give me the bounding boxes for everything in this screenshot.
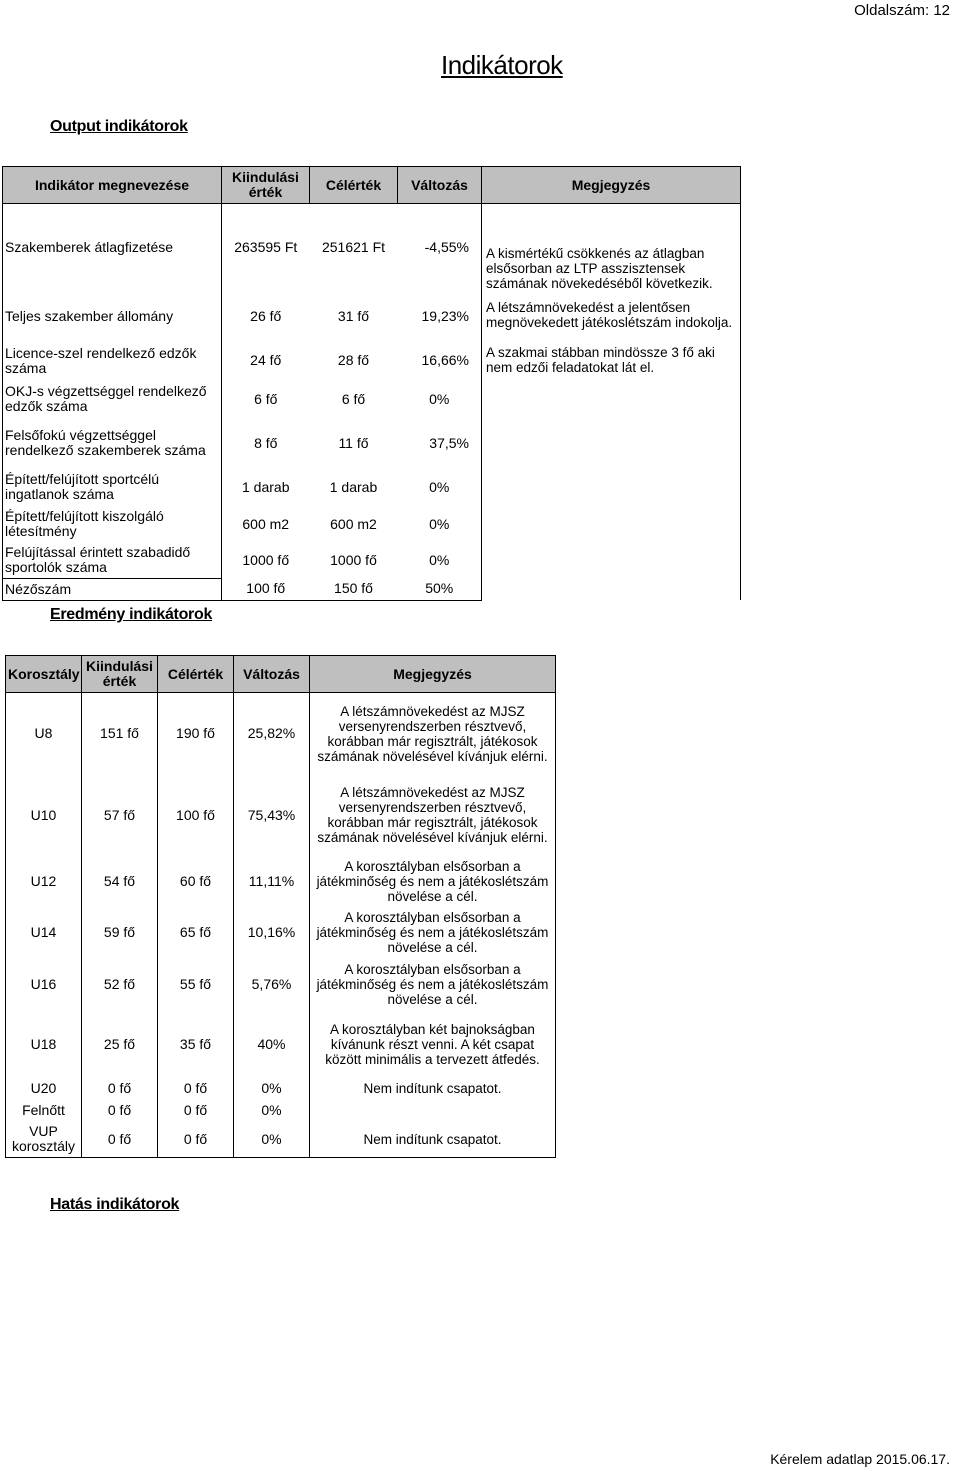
- target-value: 35 fő: [158, 1011, 234, 1078]
- age-group: U20: [6, 1078, 82, 1100]
- change-value: 75,43%: [234, 775, 310, 856]
- target-value: 55 fő: [158, 959, 234, 1011]
- change-value: 0%: [429, 515, 450, 532]
- start-value: 6 fő: [254, 390, 278, 407]
- target-value: 65 fő: [158, 907, 234, 959]
- note-text: A szakmai stábban mindössze 3 fő aki nem edzői feladatokat lát el.: [486, 345, 715, 375]
- note-cell: Nem indítunk csapatot.: [310, 1122, 556, 1158]
- target-value: 0 fő: [158, 1100, 234, 1122]
- change-value: 5,76%: [234, 959, 310, 1011]
- output-indicators-heading: Output indikátorok: [50, 118, 188, 135]
- change-value: 0%: [234, 1122, 310, 1158]
- column-header: Korosztály: [6, 656, 82, 693]
- change-value: 0%: [429, 390, 450, 407]
- indicator-name: Felújítással érintett szabadidő sportolók száma: [3, 542, 222, 578]
- age-group: U16: [6, 959, 82, 1011]
- note-cell: A korosztályban elsősorban a játékminőség és nem a játékoslétszám növelése a cél.: [310, 856, 556, 907]
- age-group: U18: [6, 1011, 82, 1078]
- table-row: [6, 1122, 556, 1158]
- note-cell: A korosztályban elsősorban a játékminőség és nem a játékoslétszám növelése a cél.: [310, 959, 556, 1011]
- target-value: 0 fő: [158, 1078, 234, 1100]
- change-value: 25,82%: [234, 693, 310, 775]
- target-value: 100 fő: [158, 775, 234, 856]
- target-value: 190 fő: [158, 693, 234, 775]
- impact-indicators-heading: Hatás indikátorok: [50, 1196, 180, 1213]
- indicator-name: Licence-szel rendelkező edzők száma: [3, 341, 222, 380]
- age-group: U12: [6, 856, 82, 907]
- age-group: Felnőtt: [6, 1100, 82, 1122]
- target-value: 150 fő: [310, 578, 398, 600]
- note-cell: A létszámnövekedést az MJSZ versenyrendszerben résztvevő, korábban már regisztrált, játékosok számának növelésével kívánjuk elérni.: [310, 693, 556, 775]
- start-value: 52 fő: [82, 959, 158, 1011]
- age-group: U10: [6, 775, 82, 856]
- start-value: 0 fő: [82, 1122, 158, 1158]
- table-row: [6, 959, 556, 1011]
- page-number: Oldalszám: 12: [854, 2, 950, 19]
- note-cell: [310, 1100, 556, 1122]
- note-cell: A létszámnövekedést a jelentősen megnövekedett játékoslétszám indokolja.: [482, 291, 741, 341]
- table-row: [3, 291, 741, 341]
- indicator-name: Nézőszám: [3, 578, 222, 600]
- start-value: 8 fő: [254, 434, 278, 451]
- start-value: 24 fő: [250, 352, 282, 368]
- target-value: 251621 Ft: [321, 239, 386, 255]
- table-header-row: [3, 167, 741, 204]
- indicator-name: Teljes szakember állomány: [3, 291, 222, 341]
- result-indicators-heading: Eredmény indikátorok: [50, 606, 213, 623]
- change-value: 50%: [398, 578, 482, 600]
- start-value: 57 fő: [82, 775, 158, 856]
- change-value: 0%: [234, 1100, 310, 1122]
- table-row: [3, 204, 741, 292]
- table-row: [6, 856, 556, 907]
- indicator-name: Épített/felújított sportcélú ingatlanok száma: [3, 468, 222, 506]
- change-value: 11,11%: [234, 856, 310, 907]
- change-value: -4,55%: [424, 239, 469, 255]
- note-cell: Nem indítunk csapatot.: [310, 1078, 556, 1100]
- start-value: 59 fő: [82, 907, 158, 959]
- change-value: 0%: [429, 551, 450, 568]
- start-value: 26 fő: [250, 307, 282, 324]
- change-value: 19,23%: [421, 307, 469, 324]
- footer-date: Kérelem adatlap 2015.06.17.: [770, 1451, 950, 1467]
- column-header: Célérték: [158, 656, 234, 693]
- start-value: 1 darab: [242, 478, 290, 495]
- target-value: 1 darab: [329, 478, 378, 495]
- change-value: 0%: [234, 1078, 310, 1100]
- table-row: [6, 1078, 556, 1100]
- target-value: 11 fő: [338, 434, 369, 451]
- note-cell: [482, 341, 741, 600]
- page-title: Indikátorok: [441, 50, 563, 80]
- change-value: 0%: [429, 478, 450, 495]
- indicator-name: Szakemberek átlagfizetése: [3, 204, 222, 292]
- table-row: [6, 1011, 556, 1078]
- target-value: 60 fő: [158, 856, 234, 907]
- table-header-row: [6, 656, 556, 693]
- target-value: 1000 fő: [330, 551, 377, 568]
- target-value: 0 fő: [158, 1122, 234, 1158]
- start-value: 25 fő: [82, 1011, 158, 1078]
- start-value: 600 m2: [242, 515, 290, 532]
- start-value: 151 fő: [82, 693, 158, 775]
- target-value: 31 fő: [337, 307, 370, 324]
- age-group: U14: [6, 907, 82, 959]
- age-group: VUP korosztály: [6, 1122, 82, 1158]
- indicator-name: Épített/felújított kiszolgáló létesítmény: [3, 506, 222, 542]
- column-header: Kiindulási érték: [82, 656, 158, 693]
- start-value: 0 fő: [82, 1100, 158, 1122]
- indicator-name: OKJ-s végzettséggel rendelkező edzők száma: [3, 380, 222, 418]
- target-value: 6 fő: [341, 390, 366, 407]
- start-value: 263595 Ft: [234, 239, 298, 255]
- note-cell: A korosztályban két bajnokságban kívánunk részt venni. A két csapat között minimális a tervezett átfedés.: [310, 1011, 556, 1078]
- column-header: Indikátor megnevezése: [3, 167, 222, 204]
- note-cell: A kismértékű csökkenés az átlagban elsősorban az LTP asszisztensek számának növekedéséből következik.: [482, 204, 741, 292]
- table-row: [6, 693, 556, 775]
- column-header: Célérték: [310, 167, 398, 204]
- start-value: 54 fő: [82, 856, 158, 907]
- change-value: 40%: [234, 1011, 310, 1078]
- target-value: 28 fő: [337, 352, 370, 368]
- column-header: Kiindulási érték: [222, 167, 310, 204]
- table-row: [3, 341, 741, 380]
- start-value: 1000 fő: [242, 551, 290, 568]
- output-indicators-table: [2, 166, 741, 601]
- column-header: Változás: [234, 656, 310, 693]
- age-group: U8: [6, 693, 82, 775]
- change-value: 37,5%: [429, 434, 469, 451]
- start-value: 100 fő: [222, 578, 310, 600]
- column-header: Megjegyzés: [310, 656, 556, 693]
- result-indicators-table: [5, 655, 556, 1158]
- change-value: 16,66%: [421, 352, 469, 368]
- column-header: Változás: [398, 167, 482, 204]
- start-value: 0 fő: [82, 1078, 158, 1100]
- table-row: [6, 907, 556, 959]
- table-row: [6, 1100, 556, 1122]
- column-header: Megjegyzés: [482, 167, 741, 204]
- table-row: [6, 775, 556, 856]
- indicator-name: Felsőfokú végzettséggel rendelkező szakemberek száma: [3, 418, 222, 468]
- note-cell: A létszámnövekedést az MJSZ versenyrendszerben résztvevő, korábban már regisztrált, játékosok számának növelésével kívánjuk elérni.: [310, 775, 556, 856]
- target-value: 600 m2: [330, 515, 377, 532]
- note-cell: A korosztályban elsősorban a játékminőség és nem a játékoslétszám növelése a cél.: [310, 907, 556, 959]
- change-value: 10,16%: [234, 907, 310, 959]
